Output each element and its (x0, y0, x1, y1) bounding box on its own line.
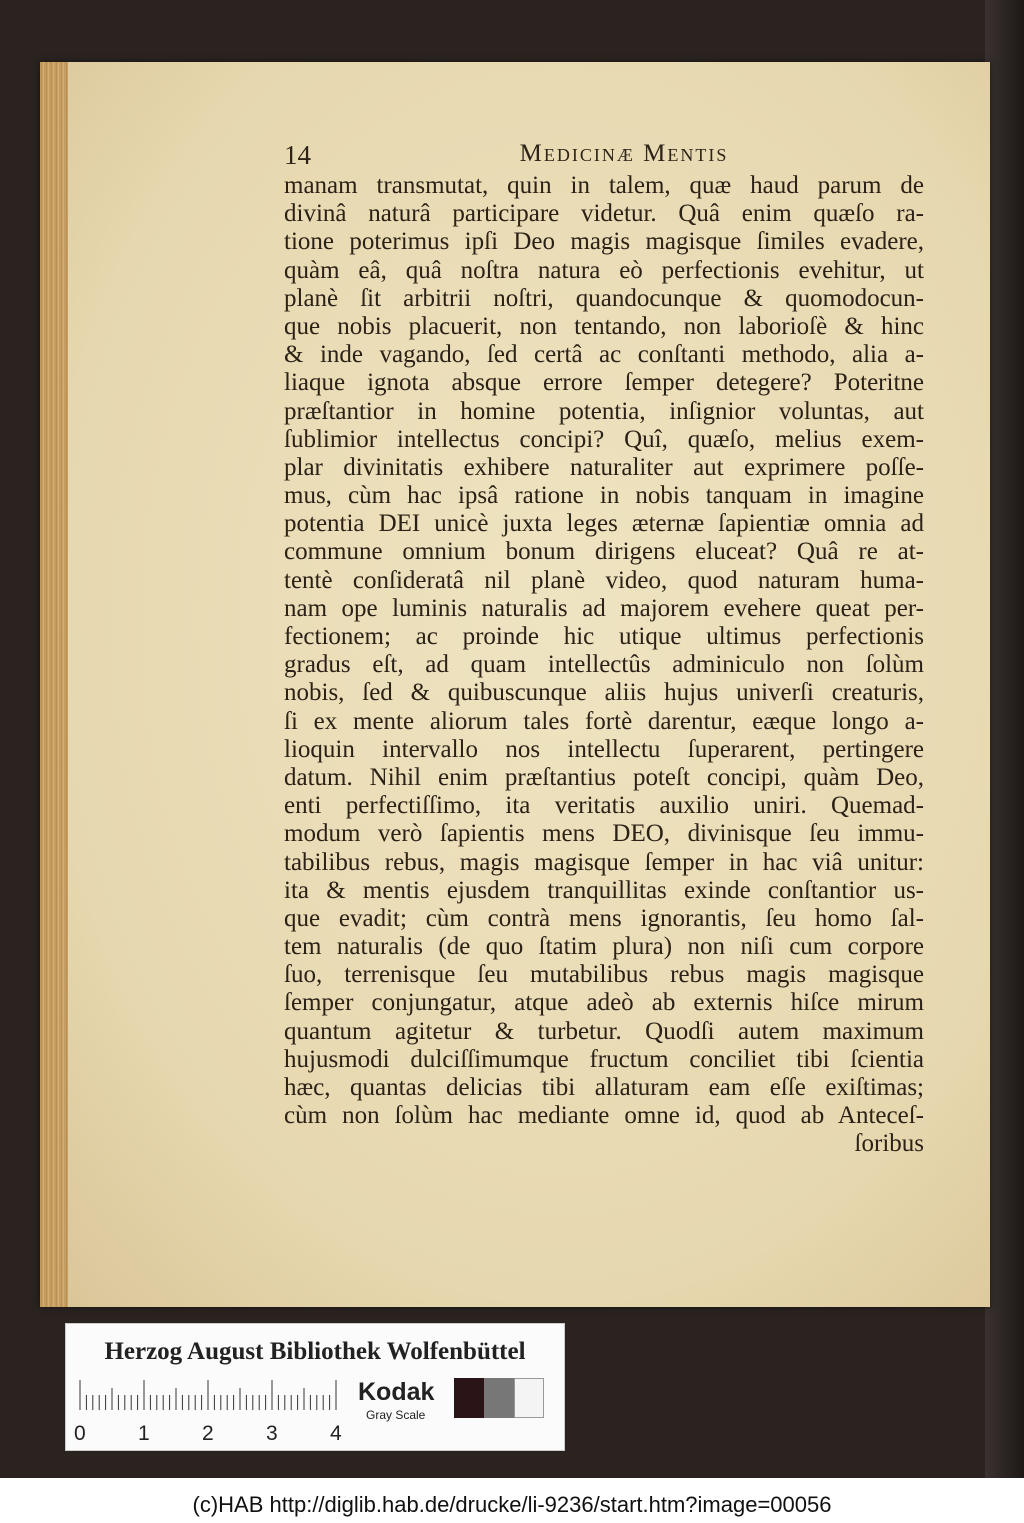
kodak-logo: Kodak (358, 1378, 435, 1406)
text-line: ſemper conjungatur, atque adeò ab externis hiſce mirum (284, 989, 924, 1017)
page-number: 14 (284, 140, 311, 170)
text-line: modum verò ſapientis mens DEO, divinisque ſeu immu- (284, 820, 924, 848)
text-line: quàm eâ, quâ noſtra natura eò perfectionis evehitur, ut (284, 256, 924, 284)
ruler-number: 1 (138, 1422, 150, 1445)
text-line: hujusmodi dulciſſimumque fructum conciliet tibi ſcientia (284, 1045, 924, 1073)
text-line: lioquin intervallo nos intellectu ſuperarent, pertingere (284, 735, 924, 763)
text-line: divinâ naturâ participare videtur. Quâ enim quæſo ra- (284, 200, 924, 228)
text-line: plar divinitatis exhibere naturaliter aut exprimere poſſe- (284, 453, 924, 481)
text-line: mus, cùm hac ipsâ ratione in nobis tanquam in imagine (284, 482, 924, 510)
ruler-number: 3 (266, 1422, 278, 1445)
running-head: Medicinæ Mentis (519, 140, 729, 167)
copyright-url: (c)HAB http://diglib.hab.de/drucke/li-9236/start.htm?image=00056 (192, 1492, 832, 1517)
text-line: que evadit; cùm contrà mens ignorantis, ſeu homo ſal- (284, 904, 924, 932)
text-line: ſi ex mente aliorum tales fortè darentur, eæque longo a- (284, 707, 924, 735)
text-line: gradus eſt, ad quam intellectûs adminiculo non ſolùm (284, 651, 924, 679)
text-line: datum. Nihil enim præſtantius poteſt concipi, quàm Deo, (284, 763, 924, 791)
gray-patch-light (514, 1378, 544, 1418)
text-line: enti perfectiſſimo, ita veritatis auxilio uniri. Quemad- (284, 792, 924, 820)
text-line: liaque ignota absque errore ſemper detegere? Poteritne (284, 369, 924, 397)
ruler-number: 4 (330, 1422, 342, 1445)
text-line: ſuo, terrenisque ſeu mutabilibus rebus magis magisque (284, 961, 924, 989)
color-calibration-card (65, 1323, 565, 1451)
gray-patch-dark (454, 1378, 484, 1418)
text-line: cùm non ſolùm hac mediante omne id, quod ab Anteceſ- (284, 1102, 924, 1130)
gilded-page-edge (40, 62, 68, 1307)
text-line: commune omnium bonum dirigens eluceat? Quâ re at- (284, 538, 924, 566)
text-line: tabilibus rebus, magis magisque ſemper in hac viâ unitur: (284, 848, 924, 876)
ruler-numbers (74, 1422, 364, 1446)
gray-scale-label: Gray Scale (366, 1408, 426, 1422)
text-line: & inde vagando, ſed certâ ac conſtanti methodo, alia a- (284, 341, 924, 369)
text-line: que nobis placuerit, non tentando, non laborioſè & hinc (284, 312, 924, 340)
page-text (284, 172, 924, 1159)
facing-page-edge (985, 0, 1024, 1478)
text-line: ita & mentis ejusdem tranquillitas exinde conſtantior us- (284, 876, 924, 904)
text-line: tione poterimus ipſi Deo magis magisque ſimiles evadere, (284, 228, 924, 256)
text-line: fectionem; ac proinde hic utique ultimus perfectionis (284, 623, 924, 650)
ruler-number: 0 (74, 1422, 86, 1445)
text-line: ſoribus (854, 1130, 924, 1158)
text-line: nobis, ſed & quibuscunque aliis hujus univerſi creaturis, (284, 679, 924, 707)
text-line: hæc, quantas delicias tibi allaturam eam eſſe exiſtimas; (284, 1074, 924, 1101)
text-line: præſtantior in homine potentia, inſignior voluntas, aut (284, 397, 924, 425)
text-line: tentè conſideratâ nil planè video, quod naturam huma- (284, 566, 924, 594)
text-line: nam ope luminis naturalis ad majorem evehere queat per- (284, 594, 924, 622)
text-line: quantum agitetur & turbetur. Quodſi autem maximum (284, 1017, 924, 1045)
text-line: ſublimior intellectus concipi? Quî, quæſo, melius exem- (284, 425, 924, 453)
text-line: potentia DEI unicè juxta leges æternæ ſapientiæ omnia ad (284, 510, 924, 538)
gray-patch-mid (484, 1378, 514, 1418)
library-name: Herzog August Bibliothek Wolfenbüttel (104, 1338, 526, 1365)
text-line: tem naturalis (de quo ſtatim plura) non niſi cum corpore (284, 933, 924, 961)
text-line: planè ſit arbitrii noſtri, quandocunque & quomodocun- (284, 284, 924, 312)
page-header (284, 140, 924, 174)
ruler-scale (78, 1380, 346, 1410)
ruler-number: 2 (202, 1422, 214, 1445)
text-line: manam transmutat, quin in talem, quæ haud parum de (284, 172, 924, 199)
